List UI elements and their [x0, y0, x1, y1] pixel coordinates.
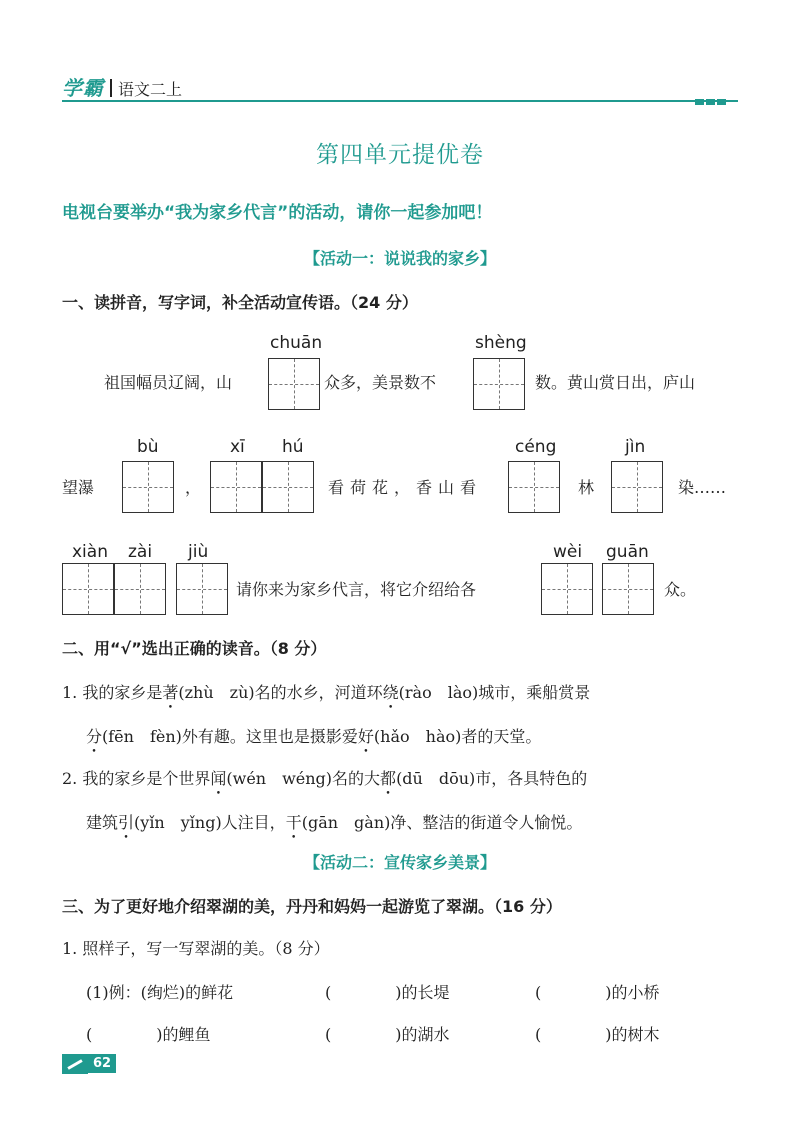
q1-line2-comma: ， — [185, 478, 202, 497]
q1-line1-text3: 数。黄山赏日出，庐山 — [535, 373, 696, 392]
activity-2-heading: 【活动二：宣传家乡美景】 — [303, 853, 496, 872]
q1-line1-text1: 祖国幅员辽阔，山 — [104, 373, 233, 392]
answer-box[interactable] — [508, 461, 560, 513]
dotted-char: 都 — [380, 769, 397, 788]
dotted-char: 绕 — [382, 683, 399, 702]
intro-text: 电视台要举办“我为家乡代言”的活动，请你一起参加吧！ — [62, 203, 493, 223]
answer-box[interactable] — [262, 461, 314, 513]
dotted-char: 闻 — [210, 769, 227, 788]
pinyin-zai: zài — [128, 542, 153, 562]
page-number-badge — [62, 1053, 116, 1075]
pinyin-guan: guān — [606, 542, 649, 562]
page-title: 第四单元提优卷 — [316, 142, 484, 168]
q3-row2-item3[interactable]: ( )的树木 — [535, 1025, 660, 1044]
dotted-char: 分 — [86, 727, 103, 746]
pinyin-sheng: shèng — [475, 333, 527, 353]
header-rule — [62, 100, 738, 102]
answer-box[interactable] — [541, 563, 593, 615]
pencil-icon — [62, 1054, 88, 1074]
q1-heading: 一、读拼音，写字词，补全活动宣传语。（24 分） — [62, 293, 418, 312]
q2-heading: 二、用“√”选出正确的读音。（8 分） — [62, 639, 327, 658]
brand-logo: 学霸 — [62, 76, 104, 100]
answer-box[interactable] — [268, 358, 320, 410]
subject-label: 语文二上 — [118, 80, 183, 99]
q1-line2-text4: 染…… — [678, 478, 727, 497]
pinyin-ceng: céng — [515, 437, 557, 457]
answer-box[interactable] — [210, 461, 262, 513]
pinyin-wei: wèi — [553, 542, 583, 562]
q2-item1-line2: 分(fēn fèn)外有趣。这里也是摄影爱好(hǎo hào)者的天堂。 — [86, 727, 542, 746]
dotted-char: 著 — [162, 683, 179, 702]
pinyin-xi: xī — [230, 437, 245, 457]
pinyin-jin: jìn — [625, 437, 646, 457]
q3-row2-item2[interactable]: ( )的湖水 — [325, 1025, 450, 1044]
q3-row2-item1[interactable]: ( )的鲤鱼 — [86, 1025, 211, 1044]
q1-line2-text1: 望瀑 — [62, 478, 95, 497]
dotted-char: 干 — [285, 813, 302, 832]
q3-row1-item1: (1)例：(绚烂)的鲜花 — [86, 983, 234, 1002]
q2-item1-line1: 1. 我的家乡是著(zhù zù)名的水乡，河道环绕(rào lào)城市，乘船赏景 — [62, 683, 591, 702]
divider — [110, 79, 112, 97]
q1-line3-text2: 众。 — [664, 580, 697, 599]
q1-line2-text3: 林 — [578, 478, 595, 497]
q1-line3-text1: 请你来为家乡代言，将它介绍给各 — [236, 580, 477, 599]
dotted-char: 引 — [118, 813, 135, 832]
pinyin-bu: bù — [137, 437, 159, 457]
answer-box[interactable] — [602, 563, 654, 615]
q2-item2-line2: 建筑引(yǐn yǐng)人注目，干(gān gàn)净、整洁的街道令人愉悦。 — [86, 813, 583, 832]
dotted-char: 好 — [357, 727, 374, 746]
answer-box[interactable] — [473, 358, 525, 410]
q3-sub1: 1. 照样子，写一写翠湖的美。（8 分） — [62, 939, 330, 958]
page-number: 62 — [88, 1054, 116, 1073]
activity-1-heading: 【活动一：说说我的家乡】 — [303, 249, 496, 268]
q1-line2-text2: 看荷花，香山看 — [328, 478, 483, 497]
q3-heading: 三、为了更好地介绍翠湖的美，丹丹和妈妈一起游览了翠湖。（16 分） — [62, 897, 562, 916]
pinyin-jiu: jiù — [188, 542, 209, 562]
pinyin-xian: xiàn — [72, 542, 108, 562]
answer-box[interactable] — [122, 461, 174, 513]
header-logo — [62, 72, 182, 98]
answer-box[interactable] — [62, 563, 114, 615]
answer-box[interactable] — [114, 563, 166, 615]
q3-row1-item2[interactable]: ( )的长堤 — [325, 983, 450, 1002]
q3-row1-item3[interactable]: ( )的小桥 — [535, 983, 660, 1002]
answer-box[interactable] — [176, 563, 228, 615]
q2-item2-line1: 2. 我的家乡是个世界闻(wén wéng)名的大都(dū dōu)市，各具特色的 — [62, 769, 588, 788]
q1-line1-text2: 众多，美景数不 — [324, 373, 437, 392]
pinyin-hu: hú — [282, 437, 304, 457]
answer-box[interactable] — [611, 461, 663, 513]
pinyin-chuan: chuān — [270, 333, 323, 353]
